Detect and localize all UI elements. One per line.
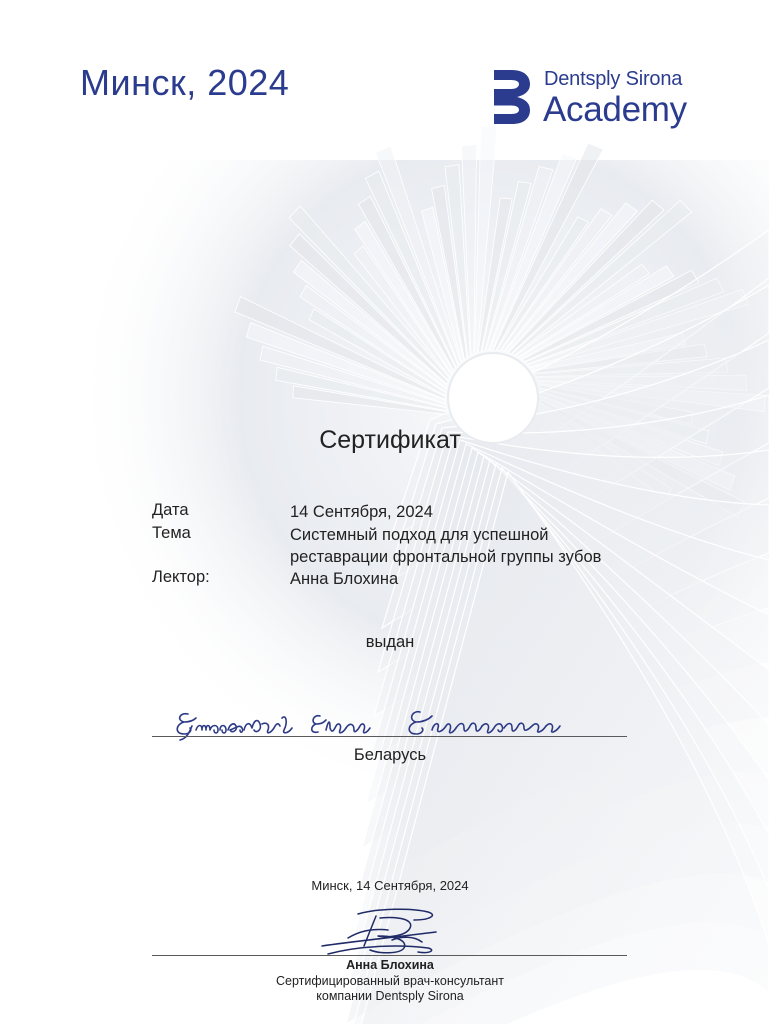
recipient-handwritten-name (170, 700, 590, 750)
dentsply-sirona-academy-logo (492, 68, 712, 130)
lecturer-label: Лектор: (152, 568, 210, 586)
lecturer-name: Анна Блохина (346, 958, 434, 972)
certificate-title: Сертификат (319, 426, 461, 454)
topic-value-line-1: Системный подход для успешной (290, 526, 549, 544)
country-label: Беларусь (353, 746, 427, 764)
lecturer-value: Анна Блохина (290, 570, 399, 588)
lecturer-role-line-1: Сертифицированный врач-консультант (275, 974, 504, 988)
dentsply-s-logo-icon (492, 68, 532, 126)
lecturer-role (200, 974, 580, 1004)
date-label: Дата (152, 501, 189, 519)
date-value: 14 Сентября, 2024 (290, 503, 433, 521)
place-date: Минск, 14 Сентября, 2024 (311, 878, 469, 893)
lecturer-role-line-2: компании Dentsply Sirona (316, 989, 464, 1003)
issued-label: выдан (365, 633, 415, 651)
header-city-year: Минск, 2024 (80, 62, 290, 103)
lecturer-signature-line (152, 955, 627, 956)
lecturer-signature (318, 902, 448, 962)
topic-value-line-2: реставрации фронтальной группы зубов (290, 548, 602, 566)
logo-academy-text: Academy (543, 90, 687, 129)
topic-label: Тема (152, 524, 191, 542)
logo-brand-text: Dentsply Sirona (544, 68, 683, 90)
recipient-underline (152, 736, 627, 737)
